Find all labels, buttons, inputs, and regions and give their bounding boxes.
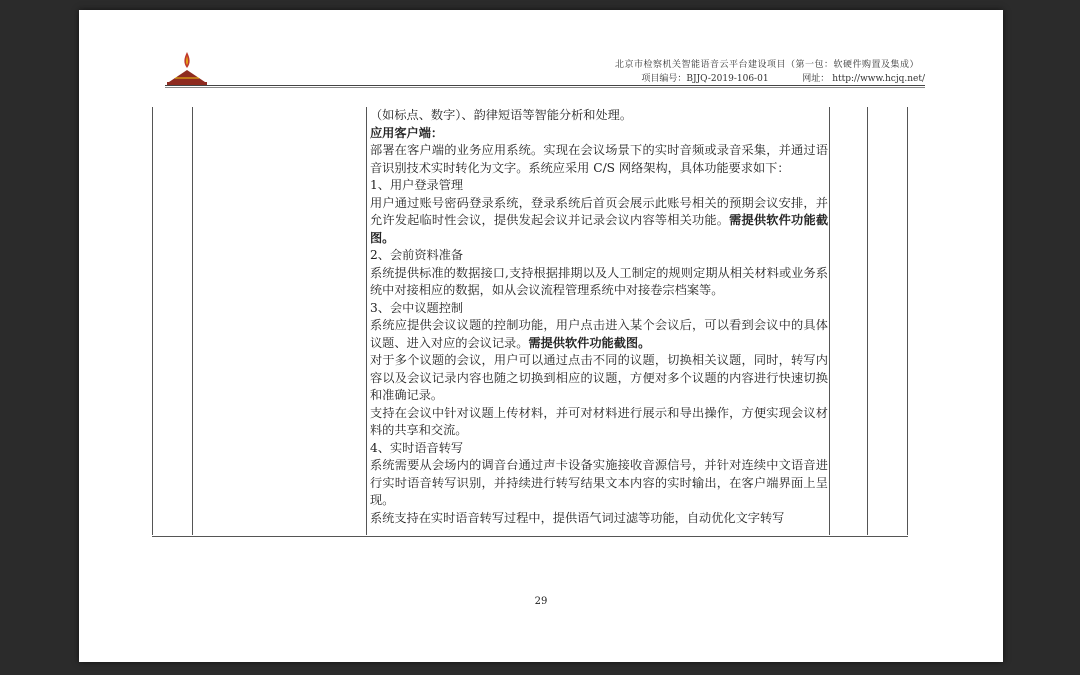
header-divider-thin — [165, 87, 925, 88]
paragraph: 系统支持在实时语音转写过程中，提供语气词过滤等功能，自动优化文字转写 — [370, 510, 785, 525]
header-divider — [165, 85, 925, 86]
text-line: （如标点、数字）、韵律短语等智能分析和处理。 — [370, 108, 633, 122]
subsection-heading: 3、会中议题控制 — [370, 300, 464, 315]
table-bottom-border — [152, 536, 908, 537]
paragraph: 系统应提供会议议题的控制功能，用户点击进入某个会议后，可以看到会议中的具体议题、进入对应的会议记录。需提供软件功能截图。 — [370, 318, 828, 350]
project-no: BJJQ-2019-106-01 — [686, 74, 769, 84]
procuratorate-emblem-icon — [165, 50, 209, 86]
paragraph: 对于多个议题的会议，用户可以通过点击不同的议题，切换相关议题，同时，转写内容以及会议记录内容也随之切换到相应的议题，方便对多个议题的内容进行快速切换和准确记录。 — [370, 353, 828, 402]
table-border — [152, 107, 153, 535]
subsection-heading: 2、会前资料准备 — [370, 248, 464, 262]
table-border — [907, 107, 908, 535]
subsection-heading: 4、实时语音转写 — [370, 440, 464, 455]
table-border — [366, 107, 367, 535]
document-page — [79, 10, 1003, 662]
paragraph: 用户通过账号密码登录系统，登录系统后首页会展示此账号相关的预期会议安排，并允许发起临时性会议，提供发起会议并记录会议内容等相关功能。需提供软件功能截图。 — [370, 195, 828, 245]
project-title: 北京市检察机关智能语音云平台建设项目（第一包：软硬件购置及集成） — [614, 60, 919, 70]
screenshot-requirement: 需提供软件功能截图。 — [370, 213, 828, 245]
project-meta — [641, 71, 925, 84]
subsection-heading: 1、用户登录管理 — [370, 178, 464, 192]
screenshot-requirement: 需提供软件功能截图。 — [528, 335, 651, 350]
website-link[interactable]: http://www.hcjq.net/ — [832, 74, 925, 84]
section-heading: 应用客户端： — [370, 125, 444, 140]
requirements-table — [152, 107, 908, 537]
project-no-label: 项目编号： — [641, 74, 687, 84]
table-border — [867, 107, 868, 535]
paragraph: 支持在会议中针对议题上传材料，并可对材料进行展示和导出操作，方便实现会议材料的共享和交流。 — [370, 405, 828, 437]
table-border — [192, 107, 193, 535]
requirements-cell — [370, 107, 828, 535]
website-label: 网址： — [802, 74, 830, 84]
page-number: 29 — [534, 596, 548, 607]
paragraph: 部署在客户端的业务应用系统。实现在会议场景下的实时音频或录音采集，并通过语音识别技术实时转化为文字。系统应采用 C/S 网络架构，具体功能要求如下： — [370, 143, 828, 175]
paragraph: 系统提供标准的数据接口,支持根据排期以及人工制定的规则定期从相关材料或业务系统中对接相应的数据，如从会议流程管理系统中对接卷宗档案等。 — [370, 265, 828, 297]
table-border — [829, 107, 830, 535]
paragraph: 系统需要从会场内的调音台通过声卡设备实施接收音源信号，并针对连续中文语音进行实时语音转写识别，并持续进行转写结果文本内容的实时输出，在客户端界面上呈现。 — [370, 458, 828, 507]
